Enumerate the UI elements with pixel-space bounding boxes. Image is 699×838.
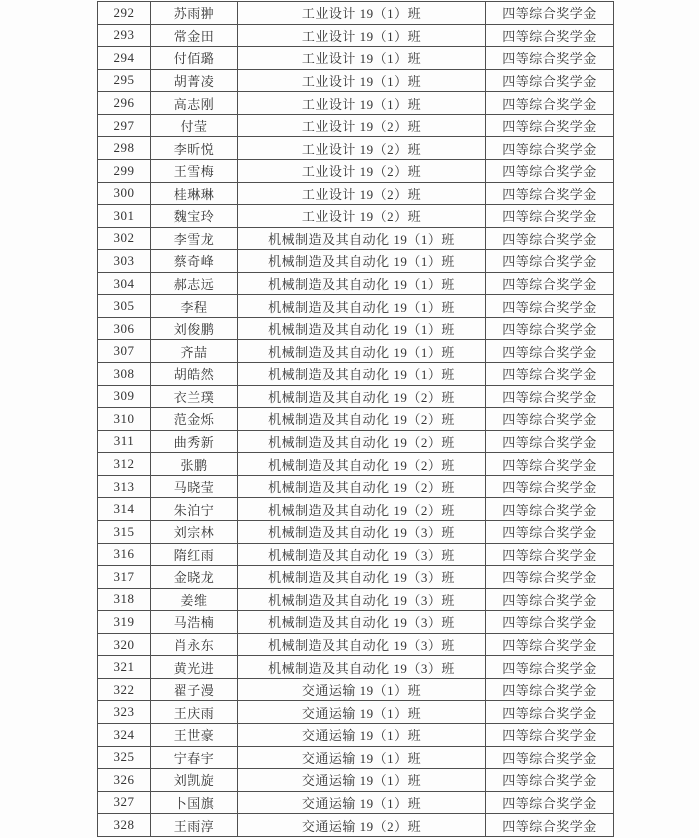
class-cell: 机械制造及其自动化 19（1）班 xyxy=(238,295,486,318)
award-cell: 四等综合奖学金 xyxy=(486,69,614,92)
row-number-cell: 295 xyxy=(98,69,151,92)
table-row xyxy=(98,295,614,318)
table-row xyxy=(98,656,614,679)
student-name-cell: 齐喆 xyxy=(151,340,238,363)
row-number-cell: 308 xyxy=(98,363,151,386)
student-name-cell: 卜国旗 xyxy=(151,791,238,814)
award-cell: 四等综合奖学金 xyxy=(486,566,614,589)
student-name-cell: 李昕悦 xyxy=(151,137,238,160)
award-cell: 四等综合奖学金 xyxy=(486,227,614,250)
award-cell: 四等综合奖学金 xyxy=(486,520,614,543)
class-cell: 机械制造及其自动化 19（2）班 xyxy=(238,385,486,408)
table-row xyxy=(98,746,614,769)
row-number-cell: 317 xyxy=(98,566,151,589)
row-number-cell: 304 xyxy=(98,272,151,295)
table-row xyxy=(98,520,614,543)
class-cell: 机械制造及其自动化 19（3）班 xyxy=(238,656,486,679)
class-cell: 机械制造及其自动化 19（1）班 xyxy=(238,227,486,250)
table-row xyxy=(98,250,614,273)
award-cell: 四等综合奖学金 xyxy=(486,453,614,476)
class-cell: 工业设计 19（2）班 xyxy=(238,137,486,160)
class-cell: 机械制造及其自动化 19（3）班 xyxy=(238,588,486,611)
table-row xyxy=(98,475,614,498)
class-cell: 工业设计 19（1）班 xyxy=(238,47,486,70)
student-name-cell: 高志刚 xyxy=(151,92,238,115)
student-name-cell: 王庆雨 xyxy=(151,701,238,724)
table-row xyxy=(98,678,614,701)
row-number-cell: 301 xyxy=(98,205,151,228)
class-cell: 工业设计 19（1）班 xyxy=(238,24,486,47)
student-name-cell: 曲秀新 xyxy=(151,430,238,453)
student-name-cell: 胡菁凌 xyxy=(151,69,238,92)
row-number-cell: 321 xyxy=(98,656,151,679)
student-name-cell: 桂琳琳 xyxy=(151,182,238,205)
table-row xyxy=(98,701,614,724)
table-row xyxy=(98,385,614,408)
class-cell: 工业设计 19（2）班 xyxy=(238,182,486,205)
student-name-cell: 姜维 xyxy=(151,588,238,611)
class-cell: 交通运输 19（1）班 xyxy=(238,678,486,701)
table-row xyxy=(98,408,614,431)
class-cell: 交通运输 19（1）班 xyxy=(238,791,486,814)
class-cell: 机械制造及其自动化 19（1）班 xyxy=(238,363,486,386)
student-name-cell: 隋红雨 xyxy=(151,543,238,566)
table-row xyxy=(98,69,614,92)
row-number-cell: 311 xyxy=(98,430,151,453)
award-cell: 四等综合奖学金 xyxy=(486,137,614,160)
table-row xyxy=(98,430,614,453)
row-number-cell: 292 xyxy=(98,2,151,25)
student-name-cell: 刘宗林 xyxy=(151,520,238,543)
row-number-cell: 310 xyxy=(98,408,151,431)
table-row xyxy=(98,47,614,70)
class-cell: 机械制造及其自动化 19（2）班 xyxy=(238,475,486,498)
award-cell: 四等综合奖学金 xyxy=(486,701,614,724)
row-number-cell: 324 xyxy=(98,724,151,747)
row-number-cell: 326 xyxy=(98,769,151,792)
table-row xyxy=(98,566,614,589)
award-cell: 四等综合奖学金 xyxy=(486,611,614,634)
student-name-cell: 王雨淳 xyxy=(151,814,238,837)
award-cell: 四等综合奖学金 xyxy=(486,159,614,182)
class-cell: 机械制造及其自动化 19（3）班 xyxy=(238,611,486,634)
class-cell: 机械制造及其自动化 19（2）班 xyxy=(238,453,486,476)
class-cell: 机械制造及其自动化 19（3）班 xyxy=(238,566,486,589)
student-name-cell: 朱泊宁 xyxy=(151,498,238,521)
student-name-cell: 苏雨翀 xyxy=(151,2,238,25)
student-name-cell: 黄光进 xyxy=(151,656,238,679)
row-number-cell: 314 xyxy=(98,498,151,521)
class-cell: 机械制造及其自动化 19（1）班 xyxy=(238,340,486,363)
class-cell: 工业设计 19（2）班 xyxy=(238,205,486,228)
award-cell: 四等综合奖学金 xyxy=(486,724,614,747)
student-name-cell: 魏宝玲 xyxy=(151,205,238,228)
student-name-cell: 蔡奇峰 xyxy=(151,250,238,273)
table-row xyxy=(98,769,614,792)
award-cell: 四等综合奖学金 xyxy=(486,498,614,521)
student-name-cell: 刘凯旋 xyxy=(151,769,238,792)
row-number-cell: 315 xyxy=(98,520,151,543)
class-cell: 机械制造及其自动化 19（3）班 xyxy=(238,520,486,543)
student-name-cell: 衣兰璞 xyxy=(151,385,238,408)
table-row xyxy=(98,182,614,205)
student-name-cell: 王雪梅 xyxy=(151,159,238,182)
table-row xyxy=(98,363,614,386)
table-row xyxy=(98,588,614,611)
student-name-cell: 范金烁 xyxy=(151,408,238,431)
student-name-cell: 王世豪 xyxy=(151,724,238,747)
row-number-cell: 328 xyxy=(98,814,151,837)
student-name-cell: 李雪龙 xyxy=(151,227,238,250)
award-cell: 四等综合奖学金 xyxy=(486,114,614,137)
table-row xyxy=(98,227,614,250)
student-name-cell: 付莹 xyxy=(151,114,238,137)
row-number-cell: 320 xyxy=(98,633,151,656)
class-cell: 工业设计 19（1）班 xyxy=(238,92,486,115)
student-name-cell: 马浩楠 xyxy=(151,611,238,634)
award-cell: 四等综合奖学金 xyxy=(486,408,614,431)
student-name-cell: 宁春宇 xyxy=(151,746,238,769)
table-row xyxy=(98,791,614,814)
award-cell: 四等综合奖学金 xyxy=(486,588,614,611)
class-cell: 交通运输 19（2）班 xyxy=(238,814,486,837)
class-cell: 机械制造及其自动化 19（2）班 xyxy=(238,498,486,521)
student-name-cell: 马晓莹 xyxy=(151,475,238,498)
student-name-cell: 李程 xyxy=(151,295,238,318)
award-cell: 四等综合奖学金 xyxy=(486,47,614,70)
award-cell: 四等综合奖学金 xyxy=(486,24,614,47)
table-row xyxy=(98,724,614,747)
row-number-cell: 299 xyxy=(98,159,151,182)
class-cell: 工业设计 19（2）班 xyxy=(238,159,486,182)
student-name-cell: 常金田 xyxy=(151,24,238,47)
student-name-cell: 胡皓然 xyxy=(151,363,238,386)
row-number-cell: 325 xyxy=(98,746,151,769)
row-number-cell: 300 xyxy=(98,182,151,205)
row-number-cell: 316 xyxy=(98,543,151,566)
table-row xyxy=(98,2,614,25)
student-name-cell: 肖永东 xyxy=(151,633,238,656)
table-row xyxy=(98,159,614,182)
award-cell: 四等综合奖学金 xyxy=(486,295,614,318)
table-row xyxy=(98,611,614,634)
class-cell: 工业设计 19（1）班 xyxy=(238,69,486,92)
row-number-cell: 302 xyxy=(98,227,151,250)
row-number-cell: 293 xyxy=(98,24,151,47)
class-cell: 交通运输 19（1）班 xyxy=(238,724,486,747)
table-row xyxy=(98,205,614,228)
student-name-cell: 张鹏 xyxy=(151,453,238,476)
class-cell: 交通运输 19（1）班 xyxy=(238,746,486,769)
table-row xyxy=(98,498,614,521)
class-cell: 机械制造及其自动化 19（3）班 xyxy=(238,543,486,566)
award-cell: 四等综合奖学金 xyxy=(486,250,614,273)
row-number-cell: 294 xyxy=(98,47,151,70)
table-row xyxy=(98,24,614,47)
row-number-cell: 323 xyxy=(98,701,151,724)
student-name-cell: 金晓龙 xyxy=(151,566,238,589)
class-cell: 机械制造及其自动化 19（1）班 xyxy=(238,272,486,295)
award-cell: 四等综合奖学金 xyxy=(486,205,614,228)
row-number-cell: 322 xyxy=(98,678,151,701)
award-cell: 四等综合奖学金 xyxy=(486,543,614,566)
award-cell: 四等综合奖学金 xyxy=(486,656,614,679)
class-cell: 工业设计 19（1）班 xyxy=(238,2,486,25)
award-cell: 四等综合奖学金 xyxy=(486,340,614,363)
award-cell: 四等综合奖学金 xyxy=(486,769,614,792)
award-cell: 四等综合奖学金 xyxy=(486,92,614,115)
table-row xyxy=(98,543,614,566)
award-cell: 四等综合奖学金 xyxy=(486,791,614,814)
student-name-cell: 郝志远 xyxy=(151,272,238,295)
table-row xyxy=(98,137,614,160)
row-number-cell: 318 xyxy=(98,588,151,611)
award-cell: 四等综合奖学金 xyxy=(486,678,614,701)
row-number-cell: 327 xyxy=(98,791,151,814)
row-number-cell: 297 xyxy=(98,114,151,137)
row-number-cell: 313 xyxy=(98,475,151,498)
class-cell: 机械制造及其自动化 19（3）班 xyxy=(238,633,486,656)
award-cell: 四等综合奖学金 xyxy=(486,746,614,769)
row-number-cell: 312 xyxy=(98,453,151,476)
table-row xyxy=(98,92,614,115)
class-cell: 工业设计 19（2）班 xyxy=(238,114,486,137)
table-row xyxy=(98,272,614,295)
award-cell: 四等综合奖学金 xyxy=(486,475,614,498)
student-name-cell: 刘俊鹏 xyxy=(151,317,238,340)
award-cell: 四等综合奖学金 xyxy=(486,633,614,656)
student-name-cell: 付佰璐 xyxy=(151,47,238,70)
scholarship-table xyxy=(97,1,614,837)
row-number-cell: 307 xyxy=(98,340,151,363)
class-cell: 机械制造及其自动化 19（1）班 xyxy=(238,317,486,340)
class-cell: 机械制造及其自动化 19（2）班 xyxy=(238,430,486,453)
award-cell: 四等综合奖学金 xyxy=(486,430,614,453)
row-number-cell: 319 xyxy=(98,611,151,634)
row-number-cell: 309 xyxy=(98,385,151,408)
table-row xyxy=(98,340,614,363)
award-cell: 四等综合奖学金 xyxy=(486,182,614,205)
table-row xyxy=(98,317,614,340)
table-body xyxy=(98,2,614,837)
table-row xyxy=(98,814,614,837)
award-cell: 四等综合奖学金 xyxy=(486,272,614,295)
class-cell: 机械制造及其自动化 19（2）班 xyxy=(238,408,486,431)
class-cell: 交通运输 19（1）班 xyxy=(238,701,486,724)
table-row xyxy=(98,453,614,476)
class-cell: 机械制造及其自动化 19（1）班 xyxy=(238,250,486,273)
award-cell: 四等综合奖学金 xyxy=(486,385,614,408)
award-cell: 四等综合奖学金 xyxy=(486,317,614,340)
table-row xyxy=(98,114,614,137)
class-cell: 交通运输 19（1）班 xyxy=(238,769,486,792)
row-number-cell: 303 xyxy=(98,250,151,273)
row-number-cell: 306 xyxy=(98,317,151,340)
table-row xyxy=(98,633,614,656)
student-name-cell: 翟子漫 xyxy=(151,678,238,701)
row-number-cell: 305 xyxy=(98,295,151,318)
row-number-cell: 298 xyxy=(98,137,151,160)
award-cell: 四等综合奖学金 xyxy=(486,2,614,25)
row-number-cell: 296 xyxy=(98,92,151,115)
award-cell: 四等综合奖学金 xyxy=(486,363,614,386)
award-cell: 四等综合奖学金 xyxy=(486,814,614,837)
